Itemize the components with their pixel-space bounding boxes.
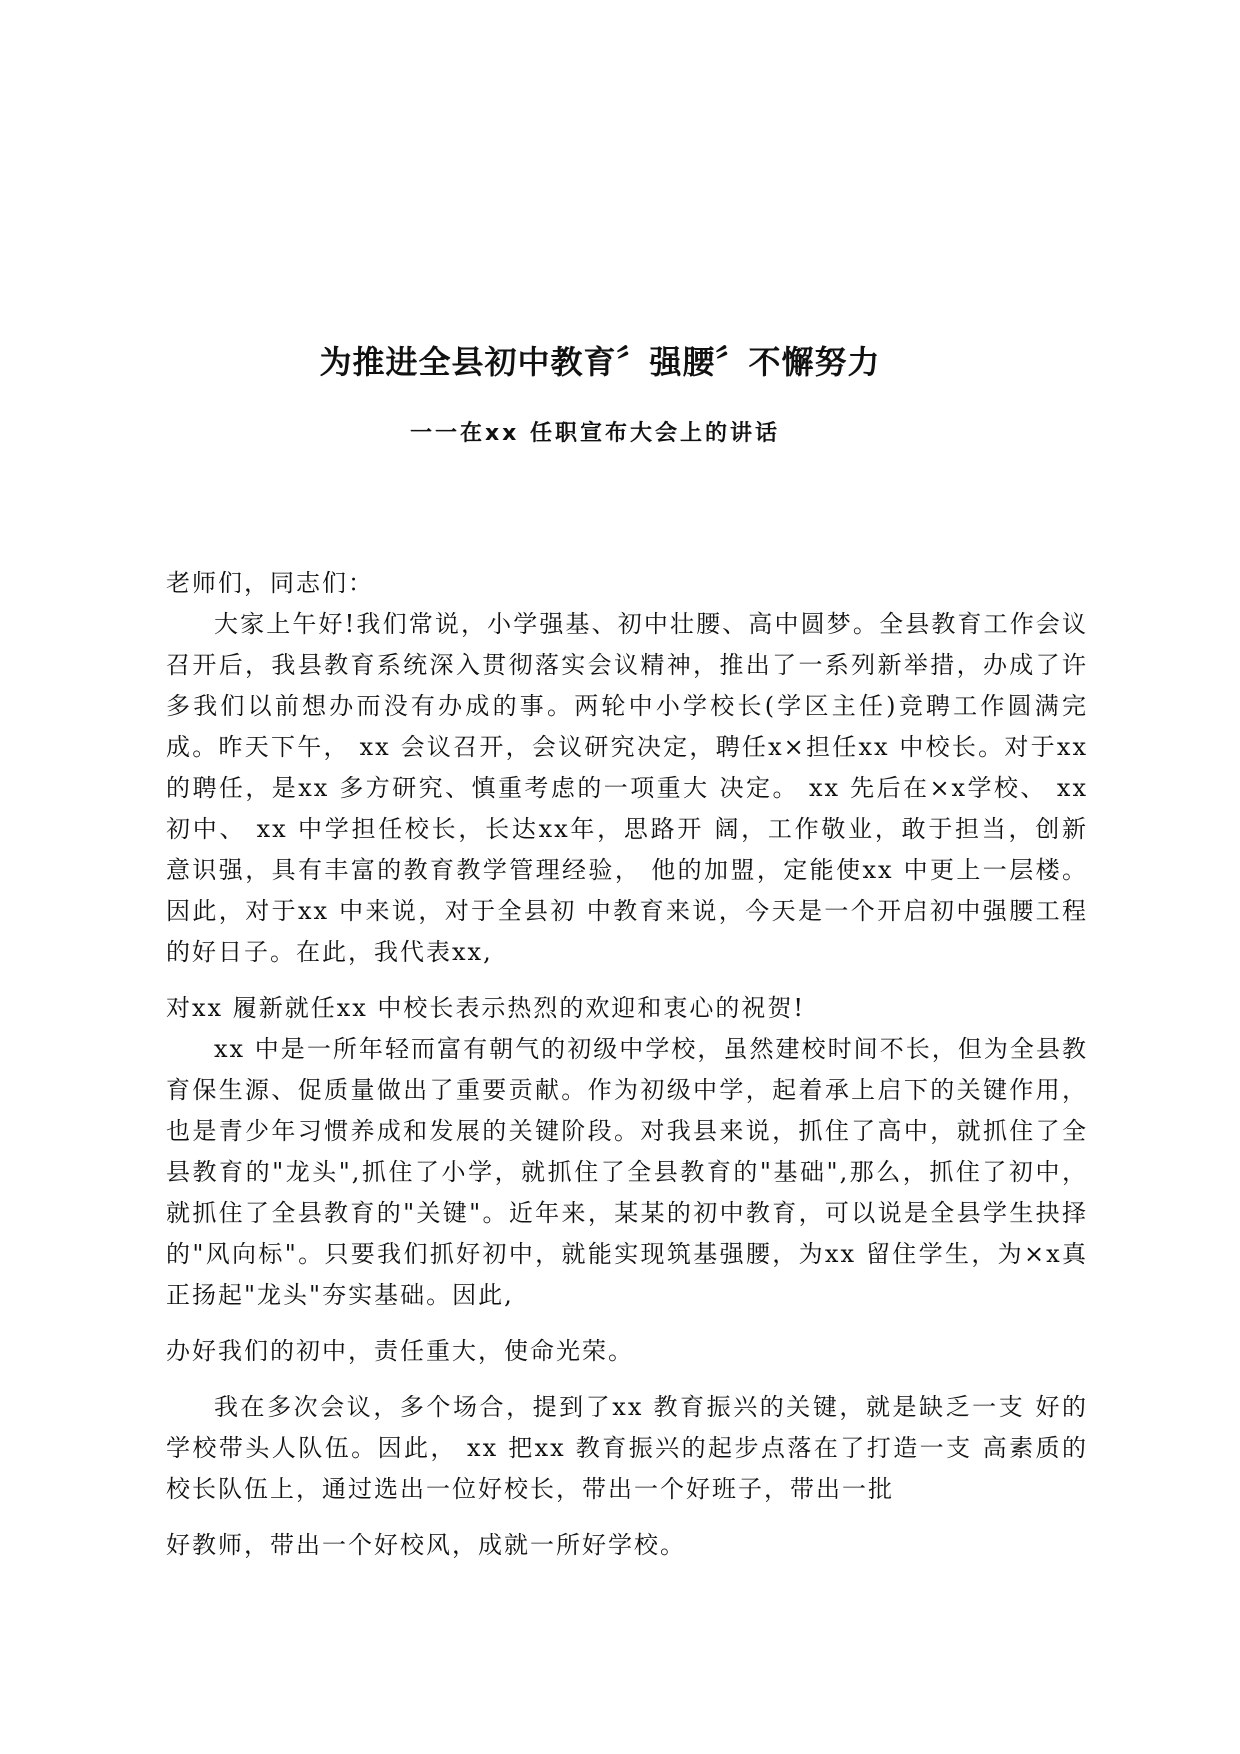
paragraph: 办好我们的初中，责任重大，使命光荣。 — [166, 1337, 634, 1365]
salutation: 老师们，同志们： — [166, 569, 374, 597]
paragraph: 大家上午好!我们常说，小学强基、初中壮腰、高中圆梦。全县教育工作会议召开后，我县教育系统深入贯彻落实会议精神，推出了一系列新举措，办成了许多我们以前想办而没有办成的事。两轮中小学校长(学区主任)竞聘工作圆满完成。昨天下午， xx 会议召开，会议研究决定，聘任x×担任xx 中校长。对于xx 的聘任，是xx 多方研究、慎重考虑的一项重大 决定。 xx 先后在×x学校、 xx 初中、 xx 中学担任校长，长达xx年，思路开 阔，工作敬业，敢于担当，创新意识强，具有丰富的教育教学管理经验， 他的加盟，定能使xx 中更上一层楼。因此，对于xx 中来说，对于全县初 中教育来说，今天是一个开启初中强腰工程的好日子。在此，我代表xx, — [166, 610, 1088, 966]
paragraph: xx 中是一所年轻而富有朝气的初级中学校，虽然建校时间不长，但为全县教育保生源、促质量做出了重要贡献。作为初级中学，起着承上启下的关键作用，也是青少年习惯养成和发展的关键阶段。对我县来说，抓住了高中，就抓住了全县教育的"龙头",抓住了小学，就抓住了全县教育的"基础",那么，抓住了初中，就抓住了全县教育的"关键"。近年来，某某的初中教育，可以说是全县学生抉择的"风向标"。只要我们抓好初中，就能实现筑基强腰，为xx 留住学生，为×x真正扬起"龙头"夯实基础。因此, — [166, 1035, 1088, 1309]
document-body — [166, 563, 1088, 1566]
document-title: 为推进全县初中教育〞强腰〞不懈努力 — [319, 343, 881, 381]
document-subtitle: 一一在xx 任职宣布大会上的讲话 — [409, 421, 781, 446]
paragraph: 我在多次会议，多个场合，提到了xx 教育振兴的关键，就是缺乏一支 好的学校带头人队伍。因此， xx 把xx 教育振兴的起步点落在了打造一支 高素质的校长队伍上，通过选出一位好校长，带出一个好班子，带出一批 — [166, 1393, 1088, 1503]
paragraph: 对xx 履新就任xx 中校长表示热烈的欢迎和衷心的祝贺! — [166, 994, 806, 1022]
paragraph: 好教师，带出一个好校风，成就一所好学校。 — [166, 1531, 686, 1559]
